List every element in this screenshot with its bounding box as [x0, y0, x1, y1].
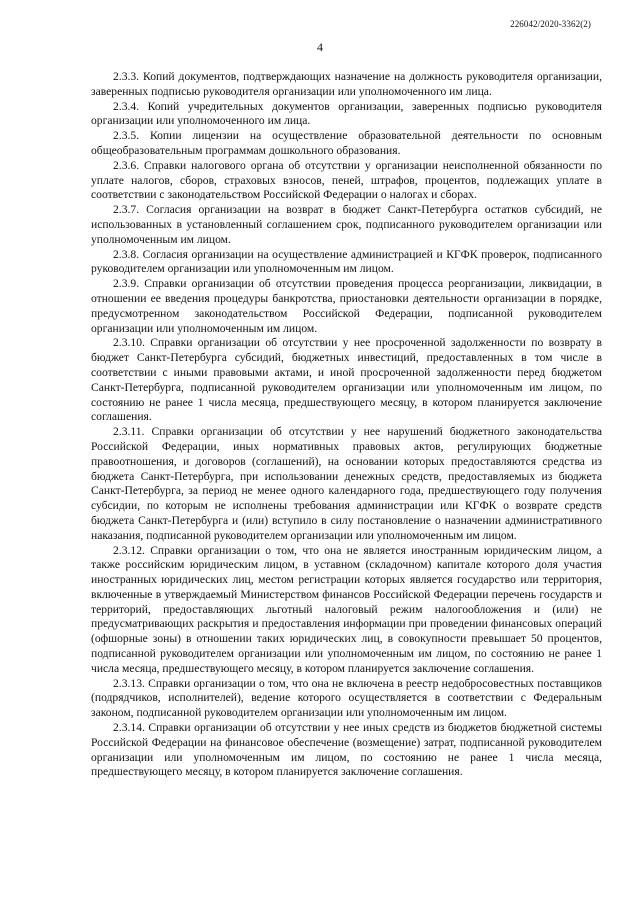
- paragraph-2-3-13: 2.3.13. Справки организации о том, что она не включена в реестр недобросовестных поставщиков (подрядчиков, исполнителей), ведение которого осуществляется в соответствии с Федеральным законом, подписанной руководителем организации или уполномоченным им лицом.: [91, 676, 602, 720]
- paragraph-2-3-5: 2.3.5. Копии лицензии на осуществление образовательной деятельности по основным общеобразовательным программам дошкольного образования.: [91, 129, 602, 157]
- paragraph-2-3-11: 2.3.11. Справки организации об отсутствии у нее нарушений бюджетного законодательства Российской Федерации, иных нормативных правовых актов, регулирующих бюджетные правоотношения, и договоров (соглашений), на основании которых предоставляются средства из бюджета Санкт-Петербурга, при использовании денежных средств, предоставляемых из бюджета Санкт-Петербурга, за период не менее одного календарного года, предшествующего году получения субсидии, по которым не исполнены требования администрации или КГФК о возврате средств бюджета Санкт-Петербурга и (или) вступило в силу постановление о назначении административного наказания, подписанной руководителем организации или уполномоченным им лицом.: [91, 425, 602, 542]
- paragraph-2-3-6: 2.3.6. Справки налогового органа об отсутствии у организации неисполненной обязанности по уплате налогов, сборов, страховых взносов, пеней, штрафов, процентов, подлежащих уплате в соответствии с законодательством Российской Федерации о налогах и сборах.: [91, 158, 602, 202]
- document-number: 226042/2020-3362(2): [510, 19, 591, 29]
- page-number: 4: [317, 40, 323, 54]
- paragraph-2-3-7: 2.3.7. Согласия организации на возврат в бюджет Санкт-Петербурга остатков субсидий, не использованных в установленный соглашением срок, подписанного руководителем организации или уполномоченным им лицом.: [91, 203, 602, 246]
- paragraph-2-3-3: 2.3.3. Копий документов, подтверждающих назначение на должность руководителя организации, заверенных подписью руководителя организации или уполномоченного им лица.: [91, 70, 602, 98]
- paragraph-2-3-14: 2.3.14. Справки организации об отсутствии у нее иных средств из бюджетов бюджетной системы Российской Федерации на финансовое обеспечение (возмещение) затрат, подписанной руководителем организации или уполномоченным им лицом, по состоянию не ранее 1 числа месяца, предшествующего месяцу, в котором планируется заключение соглашения.: [91, 721, 602, 779]
- document-body: [91, 70, 602, 780]
- paragraph-2-3-9: 2.3.9. Справки организации об отсутствии проведения процесса реорганизации, ликвидации, в отношении ее введения процедуры банкротства, приостановки деятельности организации в порядке, предусмотренном законодательством Российской Федерации, подписанной руководителем организации или уполномоченным им лицом.: [91, 277, 602, 335]
- paragraph-2-3-4: 2.3.4. Копий учредительных документов организации, заверенных подписью руководителя организации или уполномоченного им лица.: [91, 99, 602, 128]
- paragraph-2-3-8: 2.3.8. Согласия организации на осуществление администрацией и КГФК проверок, подписанного руководителем организации или уполномоченным им лицом.: [91, 247, 602, 276]
- paragraph-2-3-12: 2.3.12. Справки организации о том, что она не является иностранным юридическим лицом, а также российским юридическим лицом, в уставном (складочном) капитале которого доля участия иностранных юридических лиц, местом регистрации которых является государство или территория, включенные в утверждаемый Министерством финансов Российской Федерации перечень государств и территорий, предоставляющих льготный налоговый режим налогообложения и (или) не предусматривающих раскрытия и предоставления информации при проведении финансовых операций (офшорные зоны) в отношении таких юридических лиц, в совокупности превышает 50 процентов, подписанной руководителем организации или уполномоченным им лицом, по состоянию не ранее 1 числа месяца, предшествующего месяцу, в котором планируется заключение соглашения.: [91, 543, 602, 675]
- paragraph-2-3-10: 2.3.10. Справки организации об отсутствии у нее просроченной задолженности по возврату в бюджет Санкт-Петербурга субсидий, бюджетных инвестиций, предоставленных в том числе в соответствии с иными правовыми актами, и иной просроченной задолженности перед бюджетом Санкт-Петербурга, подписанной руководителем организации или уполномоченным им лицом, по состоянию не ранее 1 числа месяца, предшествующего месяцу, в котором планируется заключение соглашения.: [91, 336, 602, 424]
